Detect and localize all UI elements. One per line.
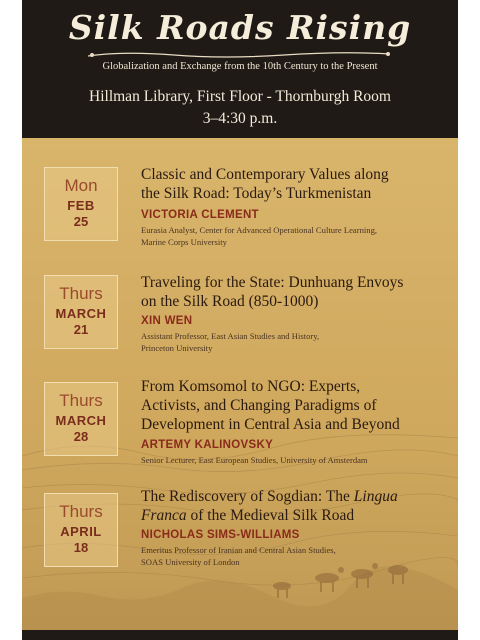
venue-text: Hillman Library, First Floor - Thornburgh Room [89, 88, 391, 105]
date-day: Thurs [59, 391, 103, 410]
time-text: 3–4:30 p.m. [202, 110, 278, 127]
poster-title: Silk Roads Rising [68, 8, 412, 47]
event-title-text: of the Medieval Silk Road [186, 507, 355, 524]
event-title-italic: Lingua [353, 488, 398, 505]
date-badge [44, 275, 118, 349]
affiliation-line: SOAS University of London [141, 556, 240, 567]
date-day: Mon [64, 176, 98, 195]
date-number: 18 [73, 540, 89, 555]
speaker-affiliation [141, 455, 453, 467]
speaker-affiliation [141, 225, 453, 248]
date-month: MARCH [55, 306, 107, 321]
event-title [141, 377, 449, 434]
event-title [141, 165, 449, 203]
speaker-name: XIN WEN [141, 315, 193, 327]
speaker-affiliation [141, 545, 453, 568]
event-title [141, 273, 449, 311]
date-month: APRIL [60, 524, 102, 539]
date-number: 25 [73, 214, 89, 229]
date-day: Thurs [59, 502, 103, 521]
date-number: 21 [73, 322, 89, 337]
speaker-name: ARTEMY KALINOVSKY [141, 439, 274, 451]
footer-bar [22, 630, 458, 640]
affiliation-line: Senior Lecturer, East European Studies, University of Amsterdam [141, 455, 368, 465]
date-badge [44, 167, 118, 241]
date-day: Thurs [59, 284, 103, 303]
date-badge [44, 382, 118, 456]
date-badge [44, 493, 118, 567]
affiliation-line: Marine Corps University [141, 236, 227, 247]
affiliation-line: Princeton University [141, 342, 213, 353]
event-title-line: Development in Central Asia and Beyond [141, 416, 400, 433]
date-month: MARCH [55, 413, 107, 428]
date-number: 28 [73, 429, 89, 444]
speaker-name: VICTORIA CLEMENT [141, 209, 259, 221]
event-title-line: Activists, and Changing Paradigms of [141, 397, 377, 414]
affiliation-line: Assistant Professor, East Asian Studies and History, [141, 331, 320, 341]
event-poster [22, 0, 458, 640]
event-title-line: Classic and Contemporary Values along [141, 166, 389, 183]
event-title-italic: Franca [141, 507, 187, 524]
event-title-line [141, 506, 449, 525]
poster-header [22, 0, 458, 138]
poster-subtitle: Globalization and Exchange from the 10th Century to the Present [102, 61, 378, 72]
event-title-line [141, 487, 449, 506]
event-title-line: Traveling for the State: Dunhuang Envoys [141, 274, 404, 291]
speaker-name: NICHOLAS SIMS-WILLIAMS [141, 529, 300, 541]
event-title-line: the Silk Road: Today’s Turkmenistan [141, 185, 372, 202]
event-title-line: From Komsomol to NGO: Experts, [141, 378, 361, 395]
date-month: FEB [67, 198, 95, 213]
event-title-line: on the Silk Road (850-1000) [141, 293, 319, 310]
title-flourish-ornament [84, 50, 396, 60]
affiliation-line: Eurasia Analyst, Center for Advanced Operational Culture Learning, [141, 225, 378, 235]
event-title [141, 487, 449, 525]
speaker-affiliation [141, 331, 453, 354]
affiliation-line: Emeritus Professor of Iranian and Central Asian Studies, [141, 545, 336, 555]
event-title-text: The Rediscovery of Sogdian: The [141, 488, 354, 505]
